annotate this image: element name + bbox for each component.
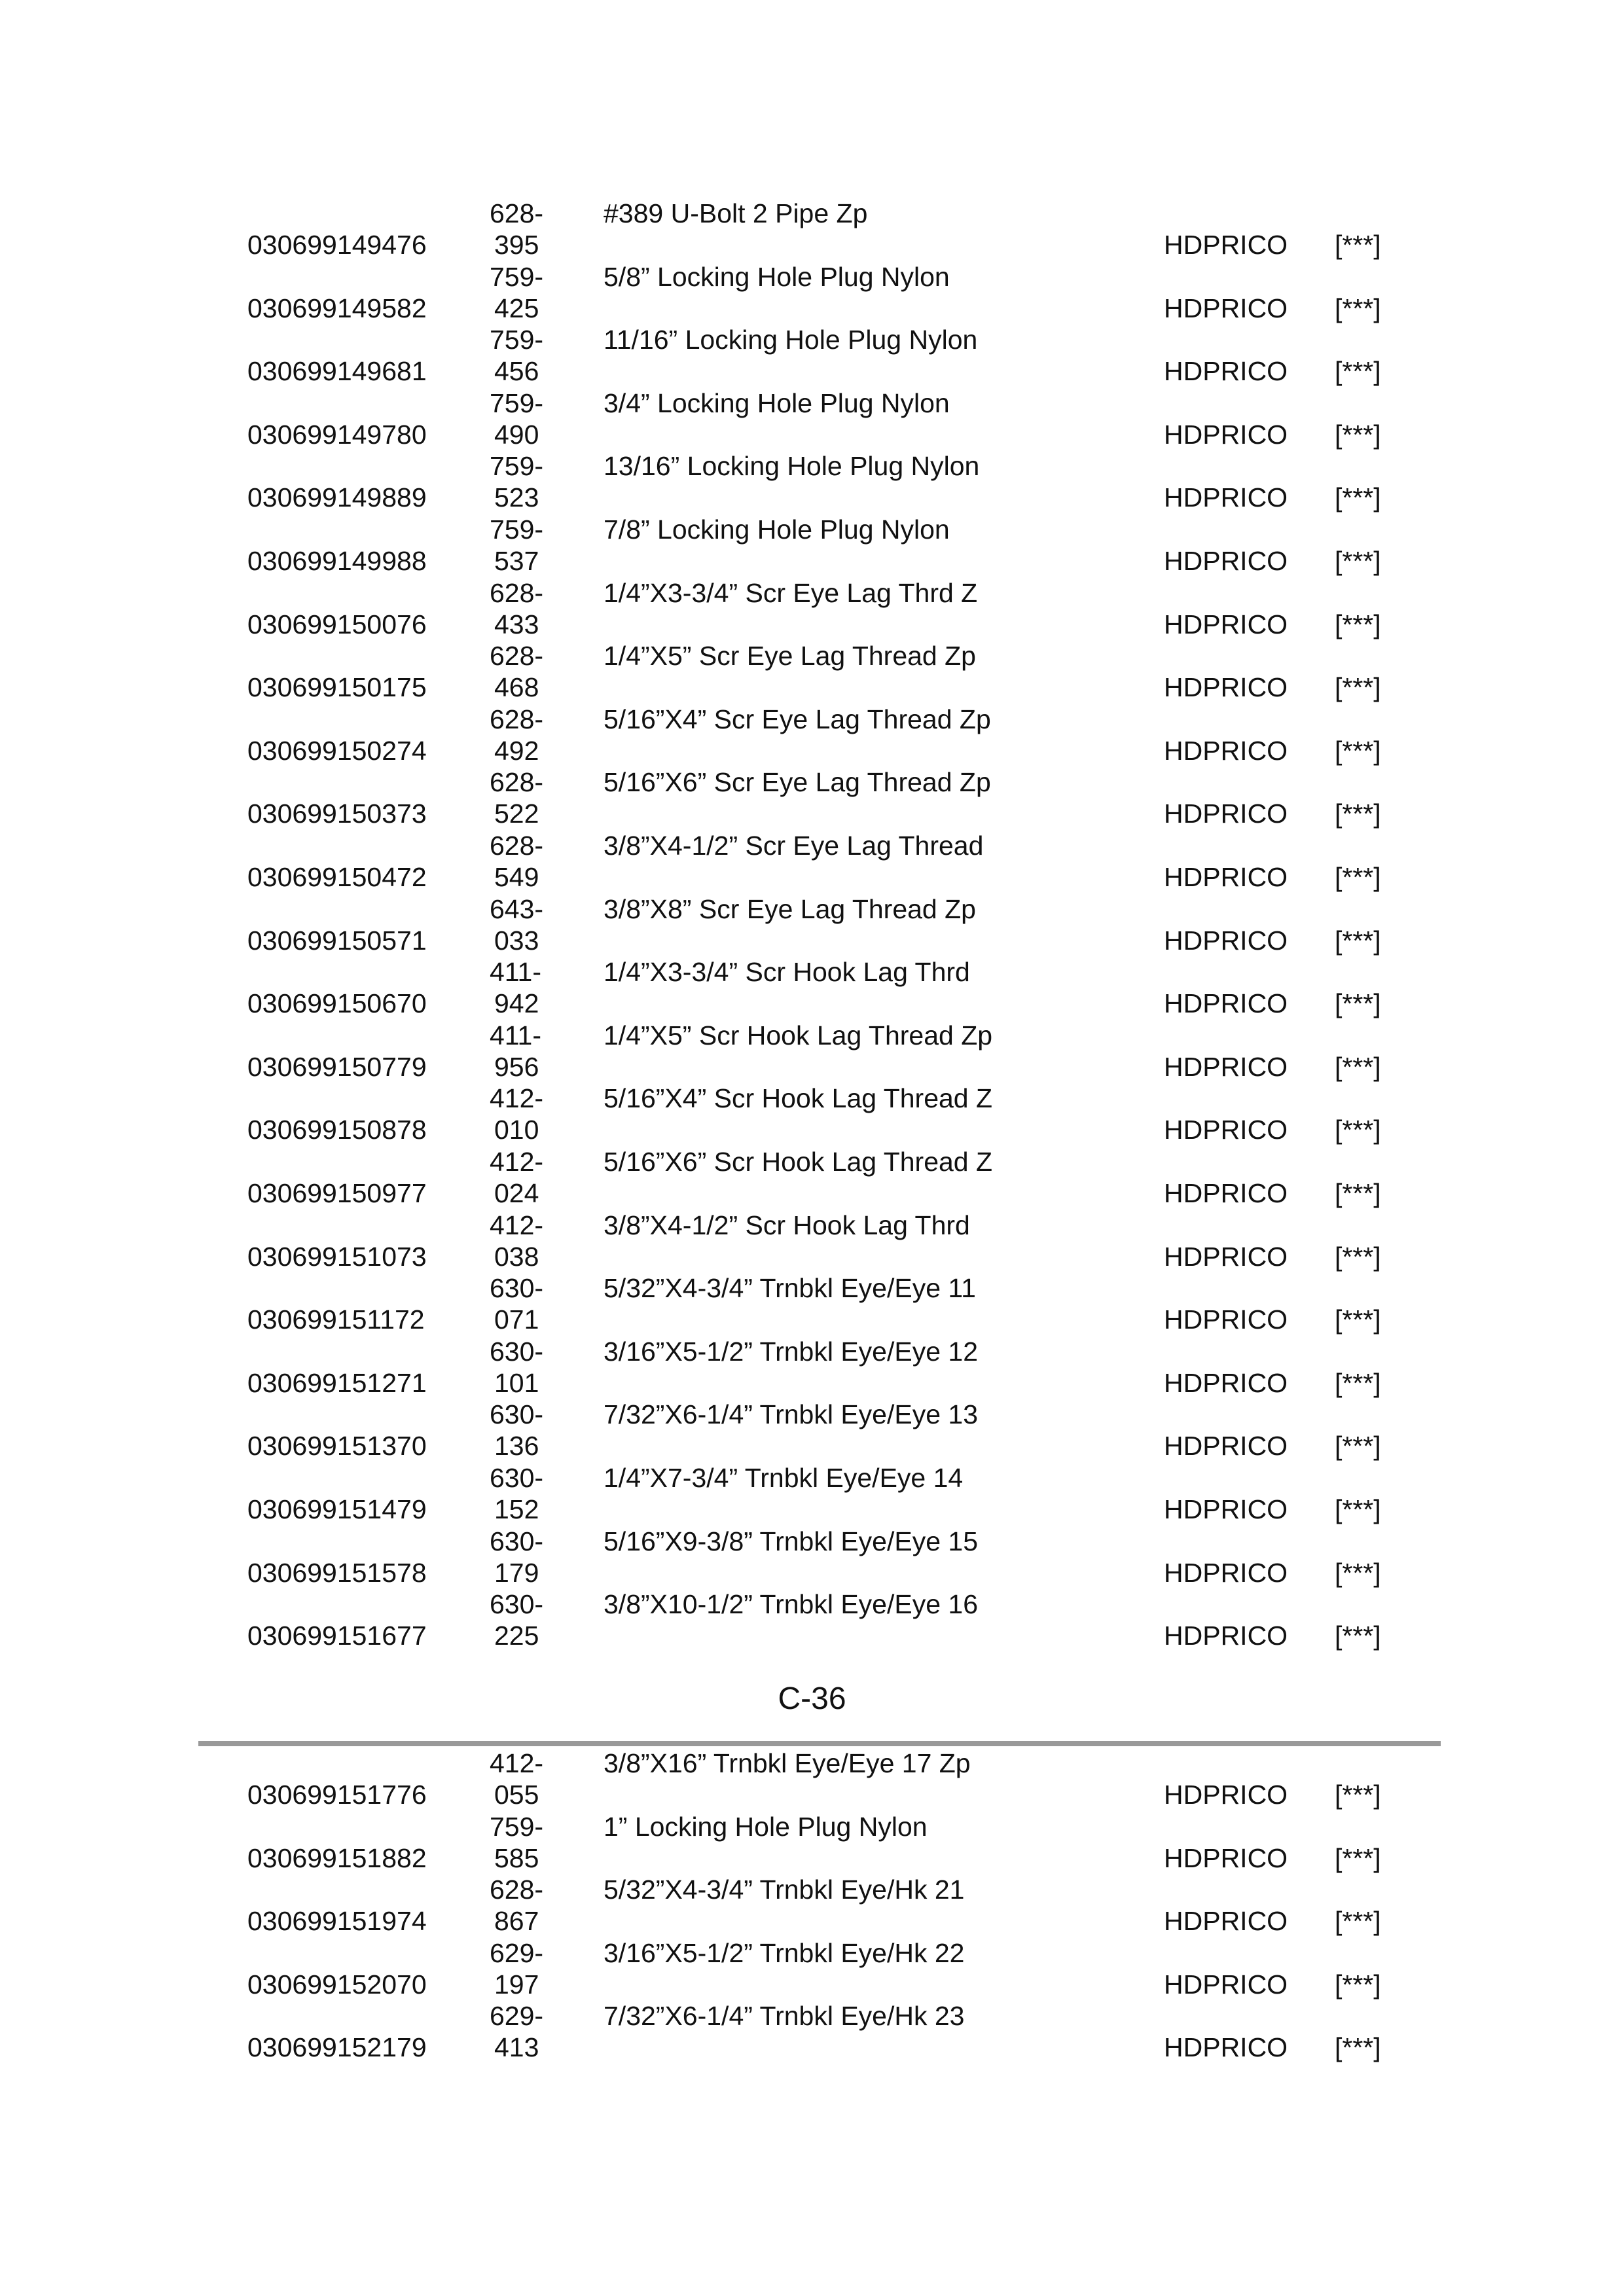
vendor-code: HDPRICO	[1164, 1494, 1288, 1524]
sku-prefix: 628-	[490, 831, 544, 861]
sku-suffix: 101	[494, 1367, 539, 1398]
upc-code: 030699152070	[247, 1969, 427, 2000]
item-description: 5/16”X6” Scr Eye Lag Thread Zp	[604, 767, 991, 798]
upc-code: 030699149681	[247, 356, 427, 387]
upc-code: 030699152179	[247, 2032, 427, 2062]
vendor-code: HDPRICO	[1164, 1906, 1288, 1936]
sku-prefix: 759-	[490, 261, 544, 292]
table-row	[0, 1083, 1624, 1145]
table-row	[0, 2000, 1624, 2063]
upc-code: 030699151370	[247, 1431, 427, 1462]
table-row	[0, 387, 1624, 450]
price-redacted: [***]	[1335, 1051, 1381, 1082]
sku-suffix: 537	[494, 546, 539, 576]
sku-prefix: 630-	[490, 1273, 544, 1304]
table-row	[0, 1399, 1624, 1462]
vendor-code: HDPRICO	[1164, 1842, 1288, 1873]
table-row	[0, 766, 1624, 829]
item-description: 11/16” Locking Hole Plug Nylon	[604, 325, 978, 355]
table-row	[0, 1588, 1624, 1651]
price-redacted: [***]	[1335, 482, 1381, 513]
item-description: 5/16”X4” Scr Hook Lag Thread Z	[604, 1083, 993, 1114]
sku-suffix: 867	[494, 1906, 539, 1936]
table-row	[0, 956, 1624, 1019]
sku-suffix: 456	[494, 356, 539, 387]
price-redacted: [***]	[1335, 293, 1381, 323]
sku-suffix: 038	[494, 1241, 539, 1272]
table-row	[0, 1020, 1624, 1083]
item-description: 3/4” Locking Hole Plug Nylon	[604, 387, 950, 418]
item-description: 5/32”X4-3/4” Trnbkl Eye/Eye 11	[604, 1273, 976, 1304]
upc-code: 030699151578	[247, 1557, 427, 1588]
price-redacted: [***]	[1335, 609, 1381, 639]
vendor-code: HDPRICO	[1164, 1969, 1288, 2000]
sku-prefix: 630-	[490, 1463, 544, 1493]
vendor-code: HDPRICO	[1164, 1621, 1288, 1651]
vendor-code: HDPRICO	[1164, 1051, 1288, 1082]
price-redacted: [***]	[1335, 546, 1381, 576]
table-row	[0, 1748, 1624, 1810]
sku-prefix: 412-	[490, 1748, 544, 1778]
item-description: 5/16”X4” Scr Eye Lag Thread Zp	[604, 704, 991, 734]
table-row	[0, 198, 1624, 260]
sku-suffix: 071	[494, 1304, 539, 1335]
vendor-code: HDPRICO	[1164, 1367, 1288, 1398]
upc-code: 030699150076	[247, 609, 427, 639]
price-redacted: [***]	[1335, 1906, 1381, 1936]
table-row	[0, 1526, 1624, 1588]
item-description: 1/4”X5” Scr Eye Lag Thread Zp	[604, 641, 976, 672]
item-description: #389 U-Bolt 2 Pipe Zp	[604, 198, 868, 228]
price-redacted: [***]	[1335, 988, 1381, 1019]
sku-suffix: 033	[494, 925, 539, 956]
table-row	[0, 1462, 1624, 1525]
upc-code: 030699150670	[247, 988, 427, 1019]
upc-code: 030699150472	[247, 862, 427, 892]
item-description: 3/16”X5-1/2” Trnbkl Eye/Hk 22	[604, 1937, 965, 1968]
sku-suffix: 055	[494, 1780, 539, 1810]
sku-prefix: 412-	[490, 1083, 544, 1114]
vendor-code: HDPRICO	[1164, 798, 1288, 829]
upc-code: 030699149780	[247, 419, 427, 450]
table-row	[0, 450, 1624, 513]
upc-code: 030699150878	[247, 1115, 427, 1145]
item-description: 1/4”X3-3/4” Scr Eye Lag Thrd Z	[604, 577, 978, 608]
sku-suffix: 413	[494, 2032, 539, 2062]
sku-suffix: 522	[494, 798, 539, 829]
table-row	[0, 1146, 1624, 1209]
sku-suffix: 942	[494, 988, 539, 1019]
upc-code: 030699151677	[247, 1621, 427, 1651]
sku-prefix: 628-	[490, 641, 544, 672]
sku-suffix: 425	[494, 293, 539, 323]
vendor-code: HDPRICO	[1164, 482, 1288, 513]
upc-code: 030699150274	[247, 735, 427, 766]
sku-suffix: 225	[494, 1621, 539, 1651]
sku-prefix: 630-	[490, 1399, 544, 1430]
vendor-code: HDPRICO	[1164, 419, 1288, 450]
upc-code: 030699150373	[247, 798, 427, 829]
item-description: 3/8”X16” Trnbkl Eye/Eye 17 Zp	[604, 1748, 971, 1778]
upc-code: 030699149582	[247, 293, 427, 323]
table-row	[0, 1272, 1624, 1335]
table-row	[0, 640, 1624, 703]
price-redacted: [***]	[1335, 672, 1381, 703]
sku-prefix: 629-	[490, 1937, 544, 1968]
vendor-code: HDPRICO	[1164, 1780, 1288, 1810]
sku-prefix: 628-	[490, 577, 544, 608]
sku-prefix: 412-	[490, 1147, 544, 1177]
price-redacted: [***]	[1335, 1304, 1381, 1335]
vendor-code: HDPRICO	[1164, 1241, 1288, 1272]
vendor-code: HDPRICO	[1164, 2032, 1288, 2062]
sku-prefix: 628-	[490, 704, 544, 734]
item-description: 3/8”X4-1/2” Scr Eye Lag Thread	[604, 831, 984, 861]
sku-prefix: 759-	[490, 387, 544, 418]
sku-suffix: 197	[494, 1969, 539, 2000]
table-row	[0, 893, 1624, 956]
vendor-code: HDPRICO	[1164, 735, 1288, 766]
sku-prefix: 759-	[490, 514, 544, 545]
table-row	[0, 1937, 1624, 2000]
sku-suffix: 433	[494, 609, 539, 639]
item-description: 1/4”X3-3/4” Scr Hook Lag Thrd	[604, 957, 970, 988]
table-row	[0, 704, 1624, 766]
upc-code: 030699151172	[247, 1304, 425, 1335]
sku-suffix: 024	[494, 1178, 539, 1208]
sku-prefix: 759-	[490, 451, 544, 482]
vendor-code: HDPRICO	[1164, 1304, 1288, 1335]
price-redacted: [***]	[1335, 862, 1381, 892]
vendor-code: HDPRICO	[1164, 1557, 1288, 1588]
price-redacted: [***]	[1335, 1241, 1381, 1272]
vendor-code: HDPRICO	[1164, 1115, 1288, 1145]
sku-prefix: 411-	[490, 957, 542, 988]
table-row	[0, 577, 1624, 640]
price-redacted: [***]	[1335, 925, 1381, 956]
page-number: C-36	[778, 1681, 846, 1716]
item-description: 5/16”X6” Scr Hook Lag Thread Z	[604, 1147, 993, 1177]
upc-code: 030699149476	[247, 230, 427, 260]
upc-code: 030699149889	[247, 482, 427, 513]
price-redacted: [***]	[1335, 230, 1381, 260]
item-description: 7/8” Locking Hole Plug Nylon	[604, 514, 950, 545]
price-redacted: [***]	[1335, 798, 1381, 829]
table-row	[0, 1811, 1624, 1874]
sku-suffix: 490	[494, 419, 539, 450]
sku-prefix: 412-	[490, 1210, 544, 1240]
item-description: 7/32”X6-1/4” Trnbkl Eye/Hk 23	[604, 2001, 965, 2031]
vendor-code: HDPRICO	[1164, 925, 1288, 956]
item-description: 1/4”X5” Scr Hook Lag Thread Zp	[604, 1020, 993, 1050]
item-description: 5/16”X9-3/8” Trnbkl Eye/Eye 15	[604, 1526, 979, 1556]
sku-suffix: 549	[494, 862, 539, 892]
price-redacted: [***]	[1335, 1621, 1381, 1651]
upc-code: 030699151974	[247, 1906, 427, 1936]
item-description: 5/8” Locking Hole Plug Nylon	[604, 261, 950, 292]
vendor-code: HDPRICO	[1164, 230, 1288, 260]
price-redacted: [***]	[1335, 419, 1381, 450]
table-row	[0, 514, 1624, 577]
upc-code: 030699151073	[247, 1241, 427, 1272]
sku-prefix: 630-	[490, 1526, 544, 1556]
table-row	[0, 261, 1624, 324]
sku-suffix: 010	[494, 1115, 539, 1145]
item-description: 1” Locking Hole Plug Nylon	[604, 1811, 928, 1842]
vendor-code: HDPRICO	[1164, 1178, 1288, 1208]
price-redacted: [***]	[1335, 1431, 1381, 1462]
price-redacted: [***]	[1335, 1115, 1381, 1145]
item-description: 3/8”X8” Scr Eye Lag Thread Zp	[604, 893, 976, 924]
price-redacted: [***]	[1335, 1780, 1381, 1810]
sku-suffix: 468	[494, 672, 539, 703]
vendor-code: HDPRICO	[1164, 672, 1288, 703]
table-row	[0, 830, 1624, 893]
table-row	[0, 324, 1624, 387]
vendor-code: HDPRICO	[1164, 293, 1288, 323]
price-redacted: [***]	[1335, 1367, 1381, 1398]
price-redacted: [***]	[1335, 1557, 1381, 1588]
upc-code: 030699149988	[247, 546, 427, 576]
sku-prefix: 630-	[490, 1589, 544, 1620]
upc-code: 030699150175	[247, 672, 427, 703]
item-description: 3/16”X5-1/2” Trnbkl Eye/Eye 12	[604, 1336, 979, 1367]
item-description: 5/32”X4-3/4” Trnbkl Eye/Hk 21	[604, 1874, 965, 1905]
vendor-code: HDPRICO	[1164, 609, 1288, 639]
vendor-code: HDPRICO	[1164, 356, 1288, 387]
sku-suffix: 523	[494, 482, 539, 513]
price-redacted: [***]	[1335, 356, 1381, 387]
sku-suffix: 492	[494, 735, 539, 766]
sku-prefix: 411-	[490, 1020, 542, 1050]
item-description: 1/4”X7-3/4” Trnbkl Eye/Eye 14	[604, 1463, 964, 1493]
sku-prefix: 643-	[490, 893, 544, 924]
sku-suffix: 956	[494, 1051, 539, 1082]
price-redacted: [***]	[1335, 1494, 1381, 1524]
item-description: 3/8”X4-1/2” Scr Hook Lag Thrd	[604, 1210, 970, 1240]
item-description: 13/16” Locking Hole Plug Nylon	[604, 451, 980, 482]
price-redacted: [***]	[1335, 1842, 1381, 1873]
sku-prefix: 759-	[490, 1811, 544, 1842]
vendor-code: HDPRICO	[1164, 1431, 1288, 1462]
sku-suffix: 179	[494, 1557, 539, 1588]
upc-code: 030699150977	[247, 1178, 427, 1208]
page-break-divider	[198, 1741, 1441, 1746]
sku-suffix: 136	[494, 1431, 539, 1462]
sku-suffix: 152	[494, 1494, 539, 1524]
vendor-code: HDPRICO	[1164, 862, 1288, 892]
price-redacted: [***]	[1335, 735, 1381, 766]
sku-prefix: 628-	[490, 198, 544, 228]
upc-code: 030699150779	[247, 1051, 427, 1082]
upc-code: 030699151271	[247, 1367, 427, 1398]
item-description: 7/32”X6-1/4” Trnbkl Eye/Eye 13	[604, 1399, 979, 1430]
sku-prefix: 630-	[490, 1336, 544, 1367]
sku-prefix: 759-	[490, 325, 544, 355]
sku-prefix: 628-	[490, 1874, 544, 1905]
price-redacted: [***]	[1335, 1178, 1381, 1208]
sku-suffix: 585	[494, 1842, 539, 1873]
sku-suffix: 395	[494, 230, 539, 260]
sku-prefix: 628-	[490, 767, 544, 798]
item-description: 3/8”X10-1/2” Trnbkl Eye/Eye 16	[604, 1589, 979, 1620]
vendor-code: HDPRICO	[1164, 988, 1288, 1019]
upc-code: 030699151882	[247, 1842, 427, 1873]
table-row	[0, 1874, 1624, 1937]
price-redacted: [***]	[1335, 2032, 1381, 2062]
price-redacted: [***]	[1335, 1969, 1381, 2000]
table-row	[0, 1210, 1624, 1272]
upc-code: 030699150571	[247, 925, 427, 956]
sku-prefix: 629-	[490, 2001, 544, 2031]
upc-code: 030699151776	[247, 1780, 427, 1810]
vendor-code: HDPRICO	[1164, 546, 1288, 576]
upc-code: 030699151479	[247, 1494, 427, 1524]
table-row	[0, 1336, 1624, 1399]
